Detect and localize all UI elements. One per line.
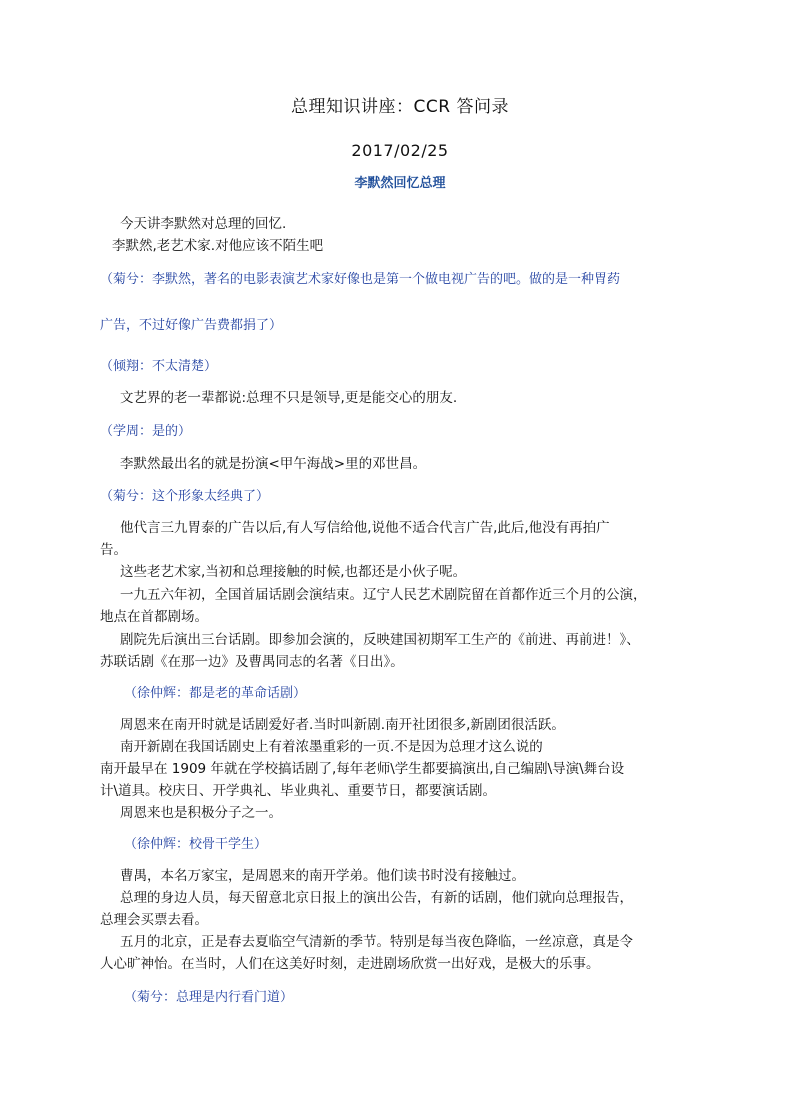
document-date: 2017/02/25 — [351, 141, 449, 160]
paragraph-line: 告。 — [100, 542, 127, 558]
paragraph-line: 苏联话剧《在那一边》及曹禺同志的名著《日出》。 — [100, 654, 404, 670]
paragraph-line: 五月的北京，正是春去夏临空气清新的季节。特别是每当夜色降临，一丝凉意，真是令 — [120, 934, 633, 950]
note-line: （倾翔：不太清楚） — [100, 359, 218, 374]
note-line: （徐仲辉：校骨干学生） — [124, 837, 268, 852]
note-line: 广告，不过好像广告费都捐了） — [100, 318, 283, 333]
paragraph-line: 这些老艺术家,当初和总理接触的时候,也都还是小伙子呢。 — [120, 564, 467, 580]
paragraph-line: 文艺界的老一辈都说:总理不只是领导,更是能交心的朋友. — [120, 390, 458, 406]
paragraph-line: 南开最早在 1909 年就在学校搞话剧了,每年老师\学生都要搞演出,自己编剧\导演\舞台设 — [100, 761, 625, 777]
paragraph-line: 地点在首都剧场。 — [100, 609, 208, 625]
paragraph-line: 周恩来也是积极分子之一。 — [120, 805, 282, 821]
document-title: 总理知识讲座：CCR 答问录 — [291, 97, 509, 117]
paragraph-line: 曹禺，本名万家宝，是周恩来的南开学弟。他们读书时没有接触过。 — [120, 868, 525, 884]
document-subtitle: 李默然回忆总理 — [354, 176, 446, 191]
paragraph-line: 人心旷神怡。在当时，人们在这美好时刻，走进剧场欣赏一出好戏，是极大的乐事。 — [100, 956, 600, 972]
paragraph-line: 李默然,老艺术家.对他应该不陌生吧 — [112, 238, 324, 254]
note-line: （学周：是的） — [100, 424, 192, 439]
paragraph-line: 计\道具。校庆日、开学典礼、毕业典礼、重要节日，都要演话剧。 — [100, 783, 497, 799]
note-line: （菊兮：李默然，著名的电影表演艺术家好像也是第一个做电视广告的吧。做的是一种胃药 — [100, 272, 621, 287]
note-line: （菊兮：这个形象太经典了） — [100, 489, 270, 504]
paragraph-line: 南开新剧在我国话剧史上有着浓墨重彩的一页.不是因为总理才这么说的 — [120, 739, 543, 755]
paragraph-line: 总理的身边人员，每天留意北京日报上的演出公告，有新的话剧，他们就向总理报告， — [120, 890, 633, 906]
paragraph-line: 剧院先后演出三台话剧。即参加会演的，反映建国初期军工生产的《前进、再前进！》、 — [120, 632, 640, 648]
paragraph-line: 一九五六年初，全国首届话剧会演结束。辽宁人民艺术剧院留在首都作近三个月的公演， — [120, 587, 647, 603]
note-line: （菊兮：总理是内行看门道） — [124, 990, 294, 1005]
paragraph-line: 他代言三九胃泰的广告以后,有人写信给他,说他不适合代言广告,此后,他没有再拍广 — [120, 520, 610, 536]
note-line: （徐仲辉：都是老的革命话剧） — [124, 686, 307, 701]
paragraph-line: 周恩来在南开时就是话剧爱好者.当时叫新剧.南开社团很多,新剧团很活跃。 — [120, 717, 565, 733]
paragraph-line: 李默然最出名的就是扮演<甲午海战>里的邓世昌。 — [120, 456, 427, 472]
paragraph-line: 总理会买票去看。 — [100, 912, 208, 928]
paragraph-line: 今天讲李默然对总理的回忆. — [120, 216, 287, 232]
